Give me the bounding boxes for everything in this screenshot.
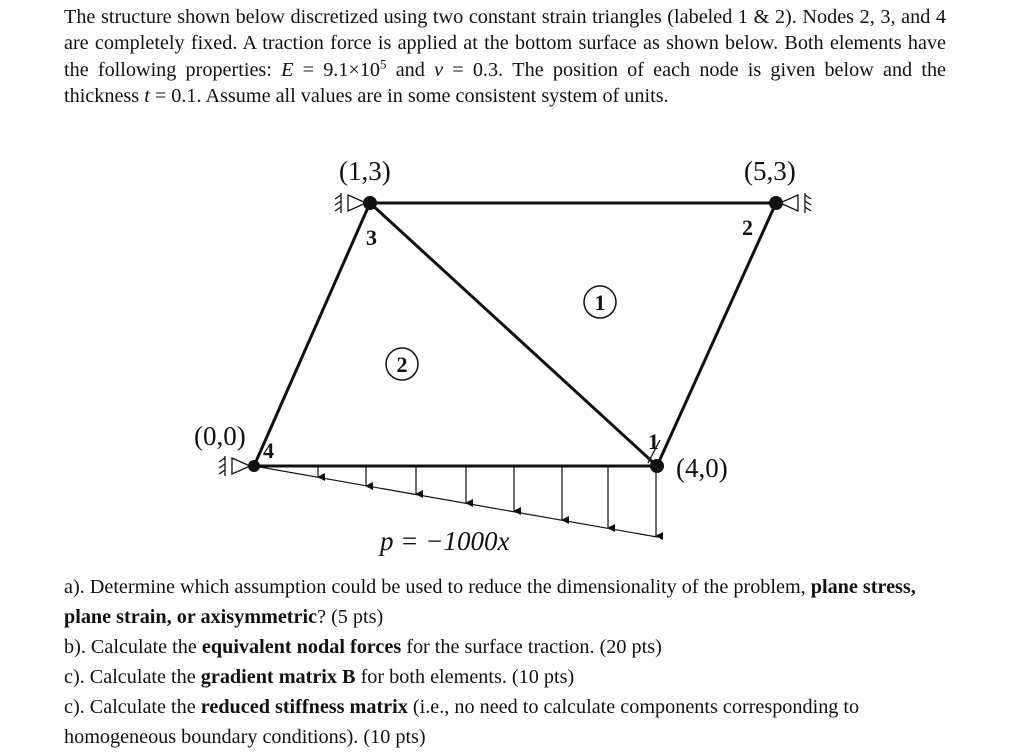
element-2-label: 2 [396, 352, 408, 377]
edge-diagonal [370, 203, 657, 466]
and-text: and [386, 58, 435, 81]
support-node-4 [219, 456, 250, 476]
intro-text: The structure shown below discretized using two constant strain triangles (labeled 1 & 2). Nodes 2, 3, and 4 are completely fixed. A traction force is applied at the bottom surface as shown below. Both elements have the following properties: [64, 6, 946, 81]
question-a: a). Determine which assumption could be used to reduce the dimensionality of the problem, plane stress, plane strain, or axisymmetric? (5 pts) [64, 576, 916, 628]
coord-label-node-3: (1,3) [339, 156, 391, 186]
question-b: b). Calculate the equivalent nodal forces for the surface traction. (20 pts) [64, 636, 662, 658]
question-c: c). Calculate the gradient matrix B for both elements. (10 pts) [64, 666, 575, 688]
modulus-exponent: 5 [380, 55, 387, 71]
node-number-4: 4 [263, 438, 274, 463]
edge-left [254, 203, 370, 466]
element-1-label: 1 [594, 290, 606, 315]
poisson-symbol: ν [434, 58, 444, 81]
node-number-2: 2 [742, 215, 753, 240]
node-number-1: 1 [648, 429, 659, 454]
traction-equation: p = −1000x [380, 526, 510, 556]
question-d: c). Calculate the reduced stiffness matrix (i.e., no need to calculate components corresponding to homogeneous boundary conditions). (10 pts) [64, 696, 860, 748]
coord-label-node-1: (4,0) [676, 453, 728, 483]
node-4-dot [248, 460, 260, 472]
support-node-2 [780, 193, 811, 213]
poisson-value: = 0.3. The position of each node is given below and the thickness [64, 58, 946, 107]
node-1-dot [650, 459, 664, 473]
modulus-symbol: E [281, 58, 294, 81]
mesh-edges [254, 203, 776, 466]
node-3-dot [363, 196, 377, 210]
support-node-3 [335, 193, 366, 213]
node-2-dot [769, 196, 783, 210]
thickness-symbol: t [144, 84, 150, 107]
modulus-value: = 9.1×10 [293, 58, 381, 81]
question-list [64, 572, 946, 752]
edge-right [657, 203, 776, 466]
thickness-value: = 0.1. Assume all values are in some consistent system of units. [149, 84, 669, 107]
coord-label-node-2: (5,3) [744, 156, 796, 186]
coord-label-node-4: (0,0) [194, 421, 246, 451]
node-number-3: 3 [366, 225, 377, 250]
